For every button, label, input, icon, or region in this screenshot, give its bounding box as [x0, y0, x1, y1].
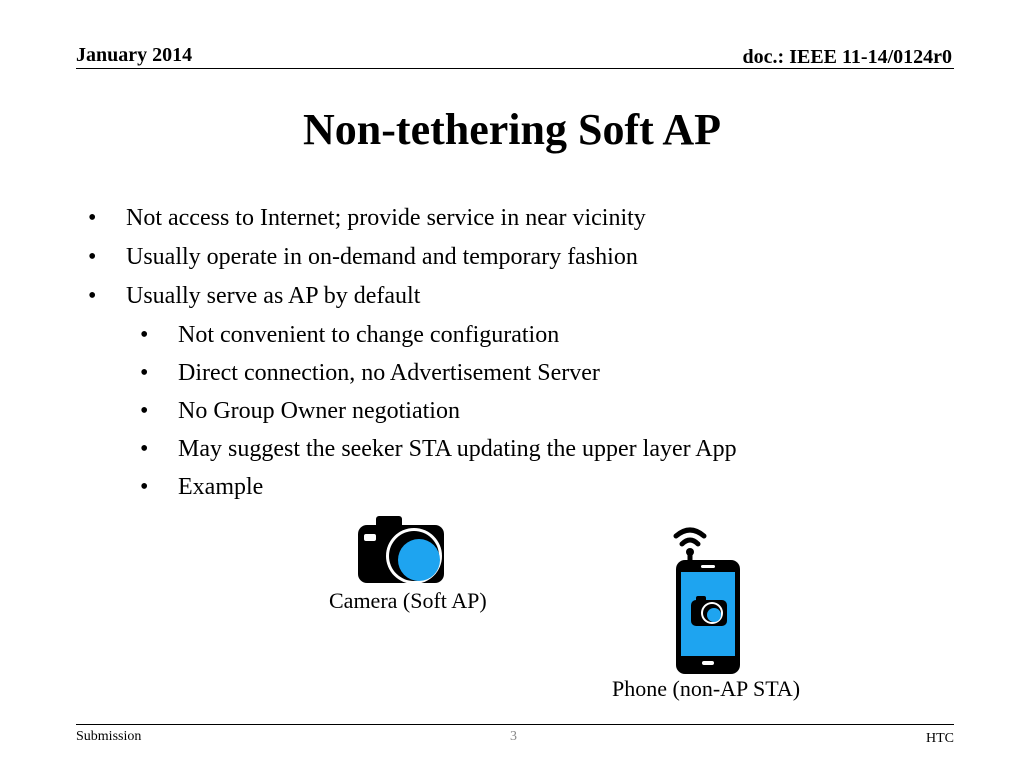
sub-bullet-item — [88, 317, 737, 355]
sub-bullet-item — [88, 393, 737, 431]
footer-submission: Submission — [76, 729, 142, 744]
bullet-text: May suggest the seeker STA updating the upper layer App — [178, 436, 737, 462]
sub-bullet-item — [88, 431, 737, 469]
bullet-dot: • — [140, 360, 149, 386]
phone-caption: Phone (non-AP STA) — [612, 676, 801, 701]
camera-icon — [356, 512, 448, 588]
footer-company: HTC — [926, 731, 954, 746]
camera-caption: Camera (Soft AP) — [329, 588, 487, 613]
bullet-item — [88, 200, 737, 239]
bullet-dot: • — [88, 244, 97, 270]
sub-bullet-item — [88, 355, 737, 393]
bullet-dot: • — [88, 283, 97, 309]
header-date: January 2014 — [76, 44, 193, 66]
smartphone-wifi-icon — [668, 526, 744, 676]
bullet-dot: • — [88, 205, 97, 231]
page-number: 3 — [510, 729, 517, 744]
bullet-text: Example — [178, 474, 264, 500]
bullet-dot: • — [140, 474, 149, 500]
bullet-dot: • — [140, 322, 149, 348]
bullet-text: Not access to Internet; provide service in near vicinity — [126, 205, 646, 231]
bullet-list — [88, 200, 737, 507]
header-divider — [76, 68, 954, 69]
bullet-text: Usually serve as AP by default — [126, 283, 421, 309]
bullet-text: Direct connection, no Advertisement Server — [178, 360, 600, 386]
bullet-item — [88, 278, 737, 317]
slide-title: Non-tethering Soft AP — [303, 105, 721, 154]
bullet-text: Usually operate in on-demand and temporary fashion — [126, 244, 638, 270]
bullet-text: No Group Owner negotiation — [178, 398, 460, 424]
bullet-text: Not convenient to change configuration — [178, 322, 560, 348]
bullet-dot: • — [140, 436, 149, 462]
bullet-item — [88, 239, 737, 278]
footer-divider — [76, 724, 954, 725]
header-doc-id: doc.: IEEE 11-14/0124r0 — [742, 46, 952, 68]
sub-bullet-item — [88, 469, 737, 507]
bullet-dot: • — [140, 398, 149, 424]
